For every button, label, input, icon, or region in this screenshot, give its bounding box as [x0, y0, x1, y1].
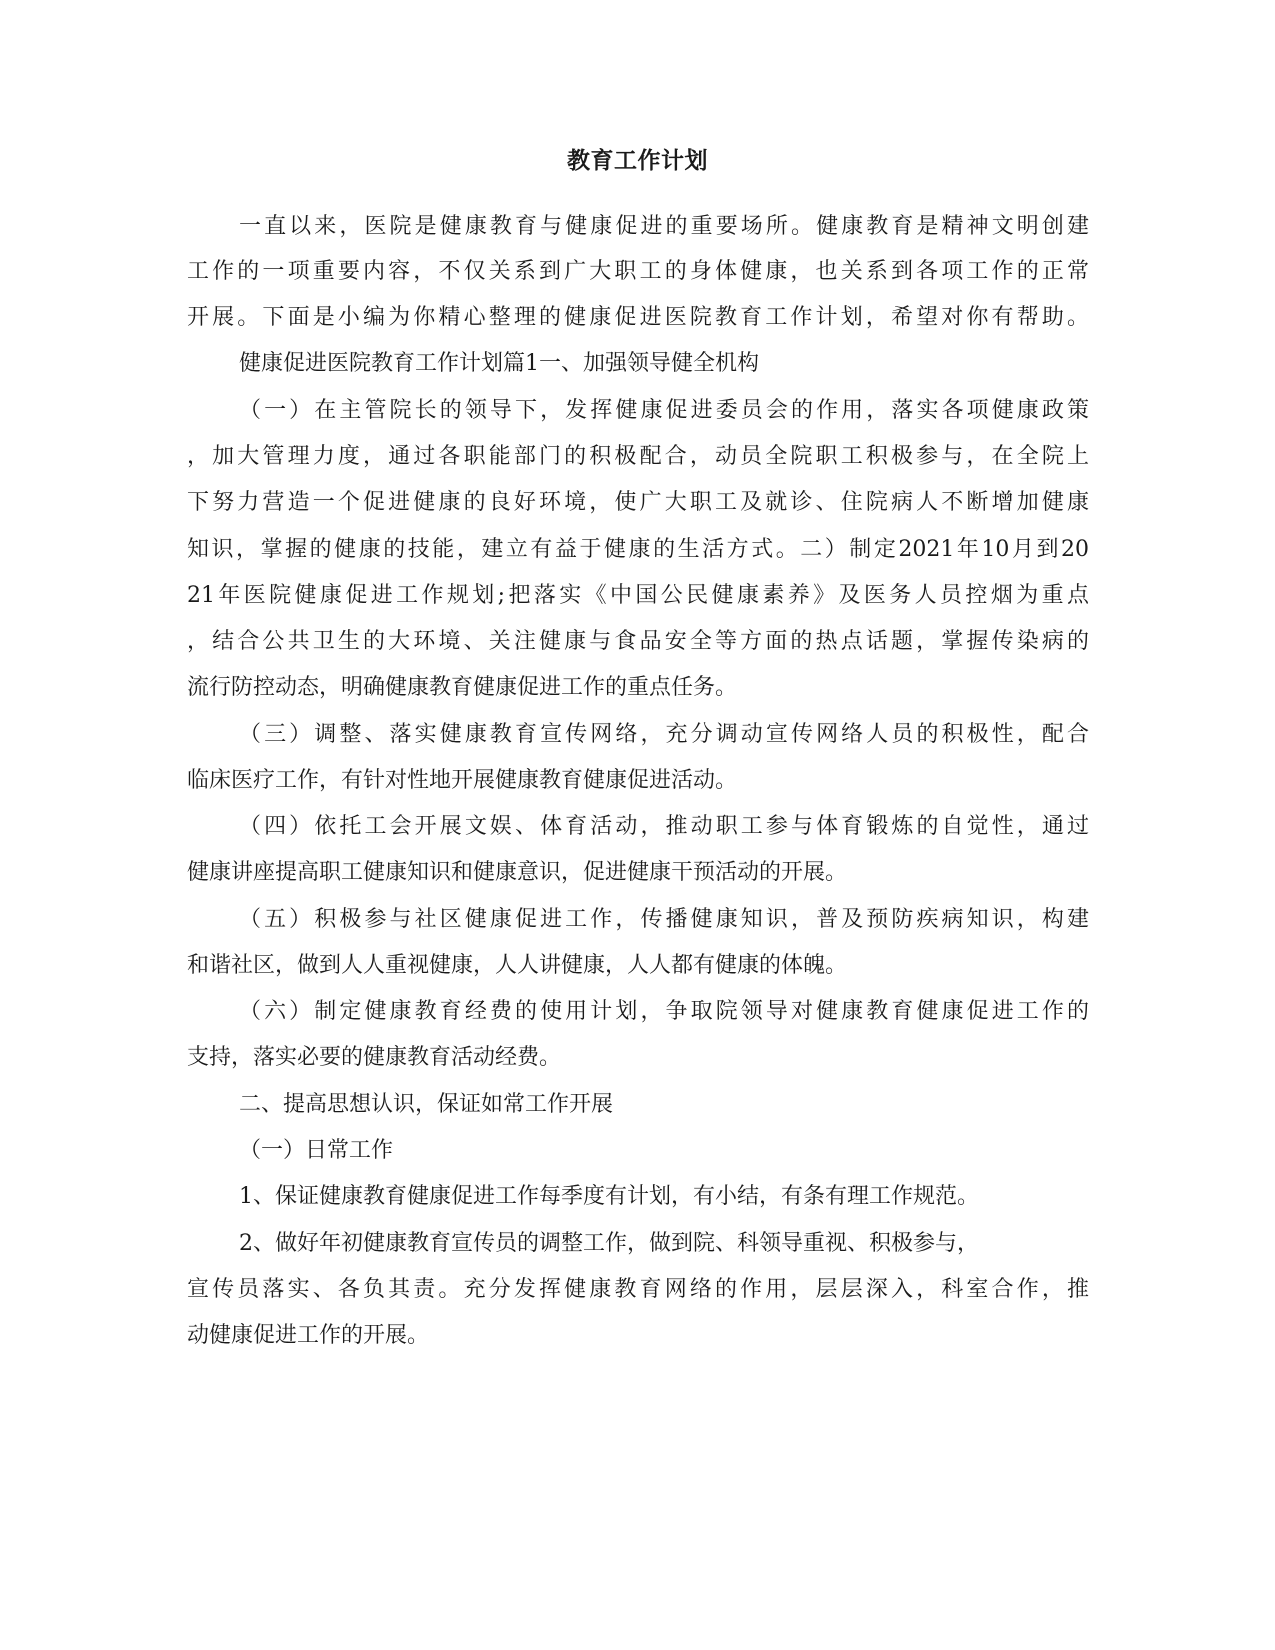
paragraph-line: （一）在主管院长的领导下，发挥健康促进委员会的作用，落实各项健康政策	[239, 398, 1089, 423]
paragraph-line: 21年医院健康促进工作规划;把落实《中国公民健康素养》及医务人员控烟为重点	[187, 583, 1089, 608]
paragraph-line: 宣传员落实、各负其责。充分发挥健康教育网络的作用，层层深入，科室合作，推	[187, 1277, 1089, 1302]
paragraph-line: 流行防控动态，明确健康教育健康促进工作的重点任务。	[187, 675, 738, 700]
paragraph-line: 和谐社区，做到人人重视健康，人人讲健康，人人都有健康的体魄。	[187, 953, 848, 978]
paragraph-line: 支持，落实必要的健康教育活动经费。	[187, 1045, 562, 1070]
paragraph-line: 一直以来，医院是健康教育与健康促进的重要场所。健康教育是精神文明创建	[239, 214, 1089, 239]
paragraph-line: （一）日常工作	[239, 1138, 394, 1163]
paragraph-line: ，加大管理力度，通过各职能部门的积极配合，动员全院职工积极参与，在全院上	[187, 444, 1089, 469]
paragraph-line: （六）制定健康教育经费的使用计划，争取院领导对健康教育健康促进工作的	[239, 999, 1089, 1024]
document-title: 教育工作计划	[567, 147, 708, 174]
paragraph-line: 动健康促进工作的开展。	[187, 1323, 430, 1348]
paragraph-line: 知识，掌握的健康的技能，建立有益于健康的生活方式。二）制定2021年10月到20	[187, 537, 1089, 562]
paragraph-line: 2、做好年初健康教育宣传员的调整工作，做到院、科领导重视、积极参与，	[239, 1231, 979, 1256]
paragraph-line: 健康促进医院教育工作计划篇1一、加强领导健全机构	[239, 351, 759, 376]
paragraph-line: 健康讲座提高职工健康知识和健康意识，促进健康干预活动的开展。	[187, 860, 848, 885]
paragraph-line: 下努力营造一个促进健康的良好环境，使广大职工及就诊、住院病人不断增加健康	[187, 490, 1089, 515]
paragraph-line: 工作的一项重要内容，不仅关系到广大职工的身体健康，也关系到各项工作的正常	[187, 259, 1089, 284]
paragraph-line: 临床医疗工作，有针对性地开展健康教育健康促进活动。	[187, 768, 738, 793]
paragraph-line: ，结合公共卫生的大环境、关注健康与食品安全等方面的热点话题，掌握传染病的	[187, 629, 1089, 654]
paragraph-line: 二、提高思想认识，保证如常工作开展	[239, 1092, 614, 1117]
paragraph-line: 开展。下面是小编为你精心整理的健康促进医院教育工作计划，希望对你有帮助。	[187, 305, 1089, 330]
paragraph-line: （四）依托工会开展文娱、体育活动，推动职工参与体育锻炼的自觉性，通过	[239, 814, 1089, 839]
paragraph-line: 1、保证健康教育健康促进工作每季度有计划，有小结，有条有理工作规范。	[239, 1184, 979, 1209]
paragraph-line: （三）调整、落实健康教育宣传网络，充分调动宣传网络人员的积极性，配合	[239, 722, 1089, 747]
paragraph-line: （五）积极参与社区健康促进工作，传播健康知识，普及预防疾病知识，构建	[239, 907, 1089, 932]
